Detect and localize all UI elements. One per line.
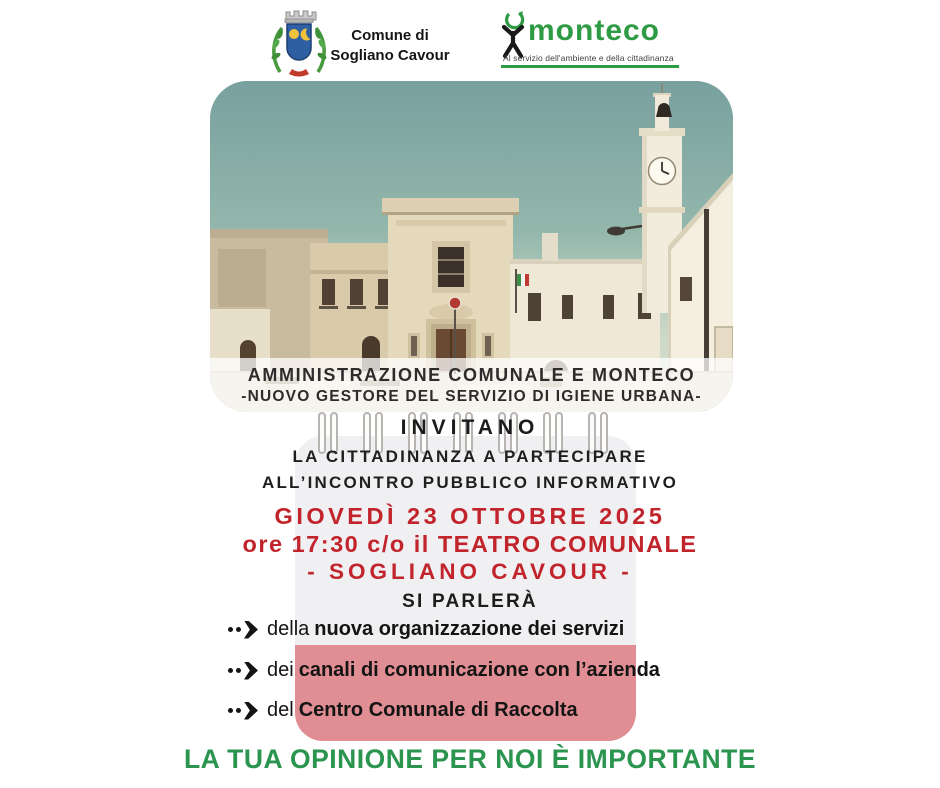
invite-line1: LA CITTADINANZA A PARTECIPARE [292,447,648,466]
topics-title: SI PARLERÀ [402,591,538,612]
arrow-bullet-icon [228,621,258,639]
topic-text: del Centro Comunale di Raccolta [267,699,578,721]
arrow-bullet-icon [228,662,258,680]
town-square-photo [210,81,733,412]
topic-item [228,699,578,722]
monteco-tagline: Al servizio dell'ambiente e della cittadinanza [503,53,674,63]
topic-text: dei canali di comunicazione con l’azienda [267,659,660,681]
comune-crest-logo [266,6,332,78]
monteco-logo [500,8,685,70]
event-town: - SOGLIANO CAVOUR - [307,559,633,584]
caption-line1: AMMINISTRAZIONE COMUNALE E MONTECO [247,364,696,385]
comune-name-line1: Comune di [351,27,429,44]
invitano-heading: INVITANO [400,416,540,439]
crest-icon [266,6,332,78]
monteco-underline [501,65,679,68]
photo-caption-band [210,358,733,412]
topic-text: della nuova organizzazione dei servizi [267,618,625,640]
monteco-figure-icon [500,10,528,58]
topic-item [228,618,624,641]
event-time-place: ore 17:30 c/o il TEATRO COMUNALE [242,531,698,557]
topic-item [228,659,660,682]
event-date: GIOVEDÌ 23 OTTOBRE 2025 [274,503,666,529]
invite-line2: ALL’INCONTRO PUBBLICO INFORMATIVO [261,473,679,492]
comune-name [330,26,450,66]
comune-name-line2: Sogliano Cavour [330,47,450,64]
footer-slogan: LA TUA OPINIONE PER NOI È IMPORTANTE [183,744,757,774]
monteco-wordmark: monteco [528,14,661,47]
arrow-bullet-icon [228,702,258,720]
caption-line2: -NUOVO GESTORE DEL SERVIZIO DI IGIENE URBANA- [241,387,702,405]
